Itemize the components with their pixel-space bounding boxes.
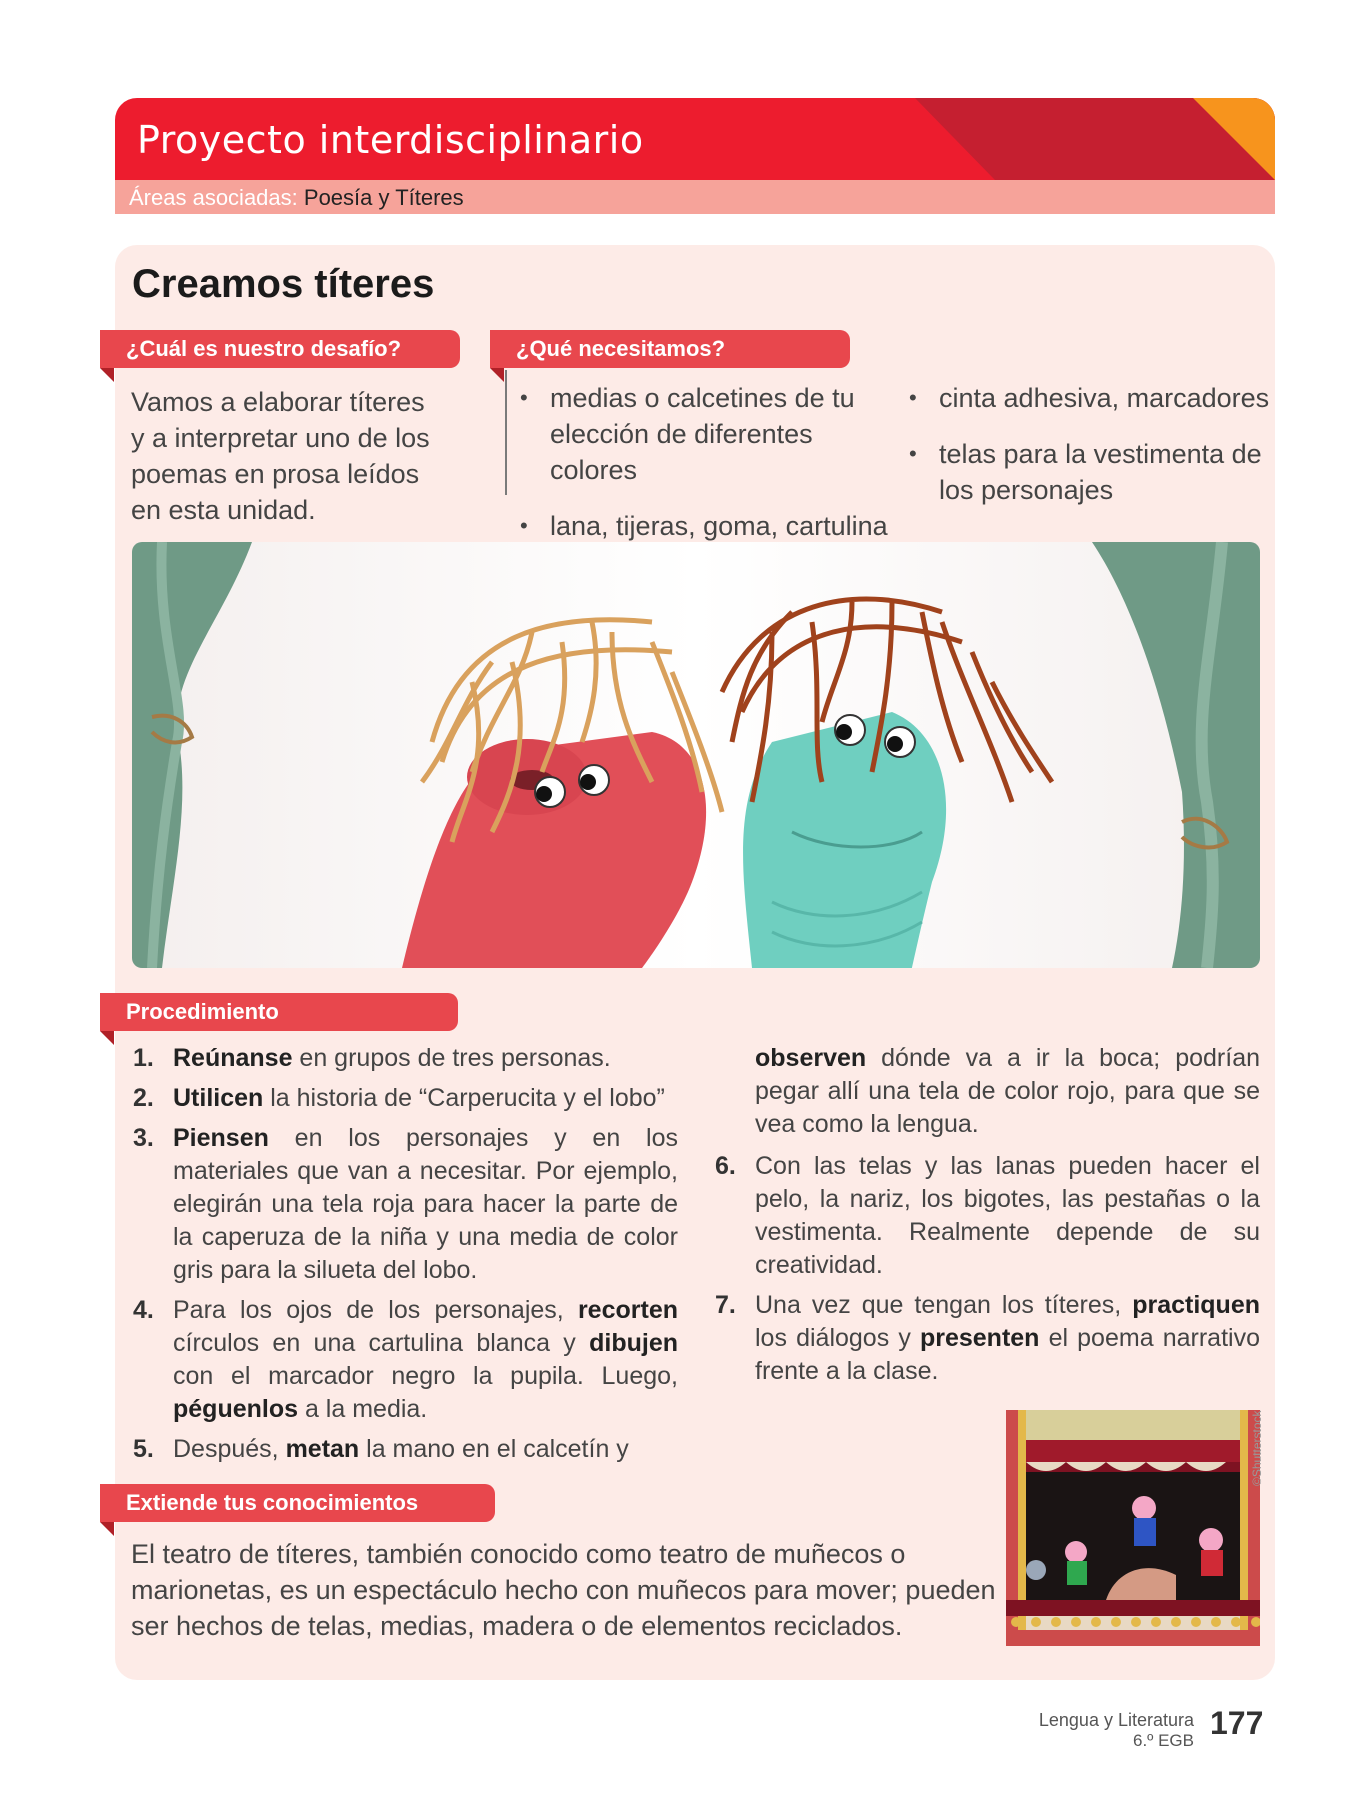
footer-subject: Lengua y Literatura — [1038, 1710, 1194, 1730]
step-number: 3. — [133, 1124, 154, 1152]
image-credit: ©Shutterstock — [1250, 1410, 1264, 1486]
areas-label — [129, 185, 464, 211]
step-text: círculos en una cartulina blanca y — [173, 1329, 590, 1357]
step-keyword: Reúnanse — [173, 1044, 293, 1072]
page-title: Creamos títeres — [132, 262, 435, 306]
step-keyword: Utilicen — [173, 1084, 264, 1112]
procedure-step-5-continuation — [715, 1042, 1260, 1141]
step-number: 1. — [133, 1044, 154, 1072]
procedure-step — [133, 1122, 678, 1287]
procedure-steps-1 — [133, 1042, 678, 1473]
puppet-theater-illustration — [1006, 1410, 1260, 1646]
step-keyword: metan — [285, 1435, 360, 1463]
dua-participation: Participación — [966, 46, 1106, 71]
step-number: 5. — [133, 1435, 154, 1463]
needs-item: • cinta adhesiva, marcadores — [909, 380, 1274, 416]
dua-label: DUA — [1005, 12, 1067, 43]
step-text: Con las telas y las lanas pueden hacer el pelo, la nariz, los bigotes, las pestañas o la vestimenta. Realmente depende de su creatividad. — [755, 1152, 1260, 1279]
needs-list-2 — [909, 380, 1274, 528]
step-number: 6. — [715, 1152, 736, 1180]
areas-label-text: Áreas asociadas: — [129, 185, 298, 210]
step-keyword: recorten — [577, 1296, 678, 1324]
step-text: Para los ojos de los personajes, — [173, 1296, 578, 1324]
procedure-step — [133, 1082, 678, 1115]
step-keyword: practiquen — [1132, 1291, 1260, 1319]
step-text: la historia de “Carperucita y el lobo” — [263, 1084, 665, 1112]
step-text: en grupos de tres personas. — [292, 1044, 611, 1072]
step-text: en los personajes y en los materiales que van a necesitar. Por ejemplo, elegirán una tela roja para hacer la parte de la caperuza de la niña y una media de color gris para la silueta del lobo. — [173, 1124, 678, 1284]
needs-item: • telas para la vestimenta de los personajes — [909, 436, 1274, 508]
step-text: el poema narrativo frente a la clase. — [755, 1324, 1260, 1385]
step-text: con el marcador negro la pupila. Luego, — [173, 1362, 678, 1390]
step-text: dónde va a ir la boca; podrían pegar allí una tela de color rojo, para que se vea como la lengua. — [755, 1044, 1260, 1138]
puppet-theater-image — [1006, 1410, 1260, 1646]
teal-sock-puppet — [743, 712, 946, 968]
step-keyword: péguenlos — [173, 1395, 299, 1423]
procedure-step — [715, 1150, 1260, 1282]
procedure-step — [133, 1433, 678, 1466]
procedure-step — [133, 1294, 678, 1426]
step-text: Después, — [173, 1435, 286, 1463]
step-keyword: Piensen — [173, 1124, 269, 1152]
procedure-step — [715, 1289, 1260, 1388]
needs-item: • medias o calcetines de tu elección de diferentes colores — [520, 380, 900, 488]
step-number: 4. — [133, 1296, 154, 1324]
step-number: 7. — [715, 1291, 736, 1319]
procedure-tab: Procedimiento — [100, 993, 458, 1031]
procedure-step — [133, 1042, 678, 1075]
step-number: 2. — [133, 1084, 154, 1112]
challenge-tab: ¿Cuál es nuestro desafío? — [100, 330, 460, 368]
needs-tab: ¿Qué necesitamos? — [490, 330, 850, 368]
step-text: Una vez que tengan los títeres, — [755, 1291, 1133, 1319]
associated-areas-bar — [115, 180, 1275, 214]
needs-divider — [505, 370, 507, 495]
step-text: la mano en el calcetín y — [359, 1435, 629, 1463]
step-keyword: observen — [755, 1044, 867, 1072]
banner-title: Proyecto interdisciplinario — [137, 118, 644, 162]
page-number: 177 — [1210, 1705, 1264, 1741]
challenge-text: Vamos a elaborar títeres y a interpretar uno de los poemas en prosa leídos en esta unidad. — [131, 387, 430, 525]
project-banner — [115, 98, 1275, 180]
step-text: los diálogos y — [755, 1324, 920, 1352]
areas-value: Poesía y Títeres — [303, 185, 464, 210]
step-keyword: dibujen — [589, 1329, 678, 1357]
step-text: a la media. — [298, 1395, 428, 1423]
footer-grade: 6.º EGB — [1132, 1731, 1194, 1750]
step-keyword: presenten — [919, 1324, 1040, 1352]
sock-puppets-image — [132, 542, 1260, 968]
needs-item: • lana, tijeras, goma, cartulina — [520, 508, 900, 544]
extend-tab: Extiende tus conocimientos — [100, 1484, 495, 1522]
needs-list-1 — [520, 380, 900, 564]
extend-text: El teatro de títeres, también conocido como teatro de muñecos o marionetas, es un espectáculo hecho con muñecos para mover; pueden ser hechos de telas, medias, madera o de elementos reciclados. — [131, 1539, 996, 1641]
sock-puppets-illustration — [132, 542, 1260, 968]
procedure-steps-2 — [715, 1150, 1260, 1395]
